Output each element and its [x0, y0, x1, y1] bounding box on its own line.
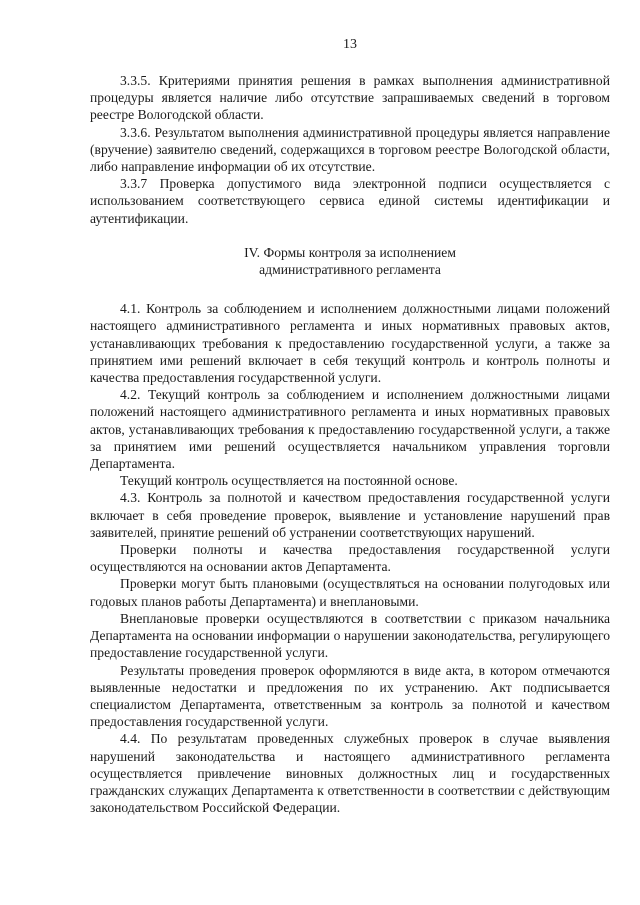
- paragraph-current-control: Текущий контроль осуществляется на постоянной основе.: [120, 473, 458, 489]
- paragraph-4-2: 4.2. Текущий контроль за соблюдением и исполнением должностными лицами положений настоящего административного регламента и иных нормативных правовых актов, устанавливающих требования к предоставлению государственной услуги, а также за принятием ими решений осуществляется начальником управления торговли Департамента.: [90, 387, 610, 472]
- section-heading-line-1: IV. Формы контроля за исполнением: [244, 244, 456, 260]
- section-heading-line-2: административного регламента: [259, 262, 441, 278]
- paragraph-3-3-5: 3.3.5. Критериями принятия решения в рамках выполнения административной процедуры является наличие либо отсутствие запрашиваемых сведений в торговом реестре Вологодской области.: [90, 73, 610, 123]
- paragraph-checks-basis: Проверки полноты и качества предоставления государственной услуги осуществляются на основании актов Департамента.: [90, 542, 610, 575]
- paragraph-check-results: Результаты проведения проверок оформляются в виде акта, в котором отмечаются выявленные недостатки и предложения по их устранению. Акт подписывается специалистом Департамента, ответственным за контроль за полнотой и качеством предоставления государственной услуги.: [90, 662, 610, 730]
- paragraph-unscheduled-checks: Внеплановые проверки осуществляются в соответствии с приказом начальника Департамента на основании информации о нарушении законодательства, регулирующего предоставление государственной услуги.: [90, 610, 610, 661]
- section-heading: [90, 244, 610, 278]
- paragraph-checks-types: Проверки могут быть плановыми (осуществляться на основании полугодовых или годовых планов работы Департамента) и внеплановыми.: [90, 576, 610, 609]
- paragraph-4-3: 4.3. Контроль за полнотой и качеством предоставления государственной услуги включает в себя проведение проверок, выявление и установление нарушений прав заявителей, принятие решений об устранении соответствующих нарушений.: [90, 490, 610, 540]
- paragraph-3-3-6: 3.3.6. Результатом выполнения административной процедуры является направление (вручение) заявителю сведений, содержащихся в торговом реестре Вологодской области, либо направление информации об их отсутствие.: [90, 124, 610, 175]
- paragraph-3-3-7: 3.3.7 Проверка допустимого вида электронной подписи осуществляется с использованием соответствующего сервиса единой системы идентификации и аутентификации.: [90, 176, 610, 226]
- paragraph-4-4: 4.4. По результатам проведенных служебных проверок в случае выявления нарушений законодательства и настоящего административного регламента осуществляется привлечение виновных должностных лиц и государственных гражданских служащих Департамента к ответственности в соответствии с действующим законодательством Российской Федерации.: [90, 731, 610, 816]
- page-number: 13: [343, 37, 357, 52]
- paragraph-4-1: 4.1. Контроль за соблюдением и исполнением должностными лицами положений настоящего административного регламента и иных нормативных правовых актов, устанавливающих требования к предоставлению государственной услуги, а также за принятием ими решений включает в себя текущий контроль и контроль полноты и качества предоставления государственной услуги.: [90, 301, 610, 386]
